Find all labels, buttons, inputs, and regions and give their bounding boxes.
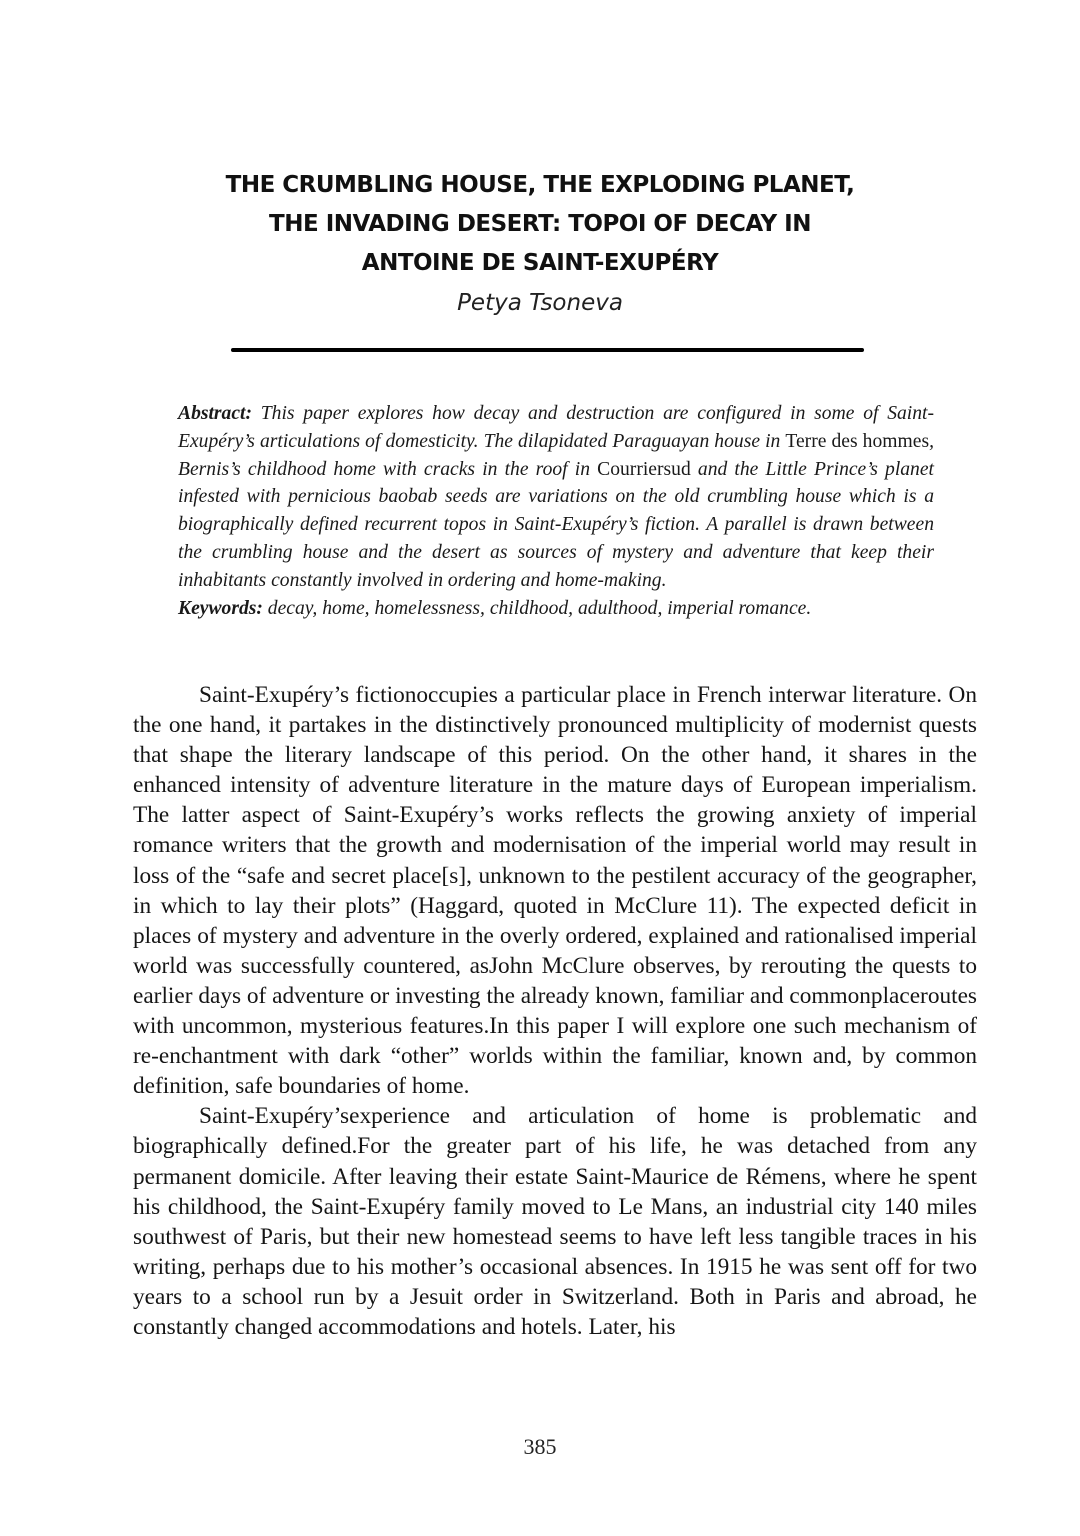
abstract [178, 400, 934, 622]
abstract-work-title-1: Terre des hommes [785, 430, 930, 452]
abstract-text-2: , Bernis’s childhood home with cracks in the roof in [178, 430, 934, 480]
abstract-label: Abstract: [178, 403, 253, 424]
keywords-line [178, 595, 934, 623]
abstract-work-title-2: Courriersud [597, 458, 691, 480]
body-text [133, 680, 977, 1342]
abstract-paragraph [178, 400, 934, 595]
keywords-label: Keywords: [178, 597, 263, 619]
title-line-1: THE CRUMBLING HOUSE, THE EXPLODING PLANET, [225, 172, 855, 198]
abstract-text-1: This paper explores how decay and destruction are configured in some of Saint-Exupéry’s articulations of domesticity. The dilapidated Paraguayan house in [178, 403, 934, 452]
body-paragraph-2: Saint-Exupéry’sexperience and articulation of home is problematic and biographically defined.For the greater part of his life, he was detached from any permanent domicile. After leaving their estate Saint-Maurice de Rémens, where he spent his childhood, the Saint-Exupéry family moved to Le Mans, an industrial city 140 miles southwest of Paris, but their new homestead seems to have left less tangible traces in his writing, perhaps due to his mother’s occasional absences. In 1915 he was sent off for two years to a school run by a Jesuit order in Switzerland. Both in Paris and abroad, he constantly changed accommodations and hotels. Later, his [133, 1103, 977, 1340]
title-divider [231, 348, 864, 352]
body-paragraph-1: Saint-Exupéry’s fictionoccupies a particular place in French interwar literature. On the one hand, it partakes in the distinctively pronounced multiplicity of modernist quests that shape the literary landscape of this period. On the other hand, it shares in the enhanced intensity of adventure literature in the mature days of European imperialism. The latter aspect of Saint-Exupéry’s works reflects the growing anxiety of imperial romance writers that the growth and modernisation of the imperial world may result in loss of the “safe and secret place[s], unknown to the pestilent accuracy of the geographer, in which to lay their plots” (Haggard, quoted in McClure 11). The expected deficit in places of mystery and adventure in the overly ordered, explained and rationalised imperial world was successfully countered, asJohn McClure observes, by rerouting the quests to earlier days of adventure or investing the already known, familiar and commonplaceroutes with uncommon, mysterious features.In this paper I will explore one such mechanism of re-enchantment with dark “other” worlds within the familiar, known and, by common definition, safe boundaries of home. [133, 682, 977, 1100]
title-block [0, 166, 1080, 320]
page-number: 385 [523, 1434, 557, 1459]
keywords-text: decay, home, homelessness, childhood, adulthood, imperial romance. [262, 597, 812, 619]
title-line-3: ANTOINE DE SAINT-EXUPÉRY [361, 250, 719, 276]
author-name: Petya Tsoneva [457, 290, 623, 316]
abstract-text-3: and the Little Prince’s planet infested with pernicious baobab seeds are variations on the old crumbling house which is a biographically defined recurrent topos in Saint-Exupéry’s fiction. A parallel is drawn between the crumbling house and the desert as sources of mystery and adventure that keep their inhabitants constantly involved in ordering and home-making. [178, 458, 934, 591]
title-line-2: THE INVADING DESERT: TOPOI OF DECAY IN [269, 211, 811, 237]
